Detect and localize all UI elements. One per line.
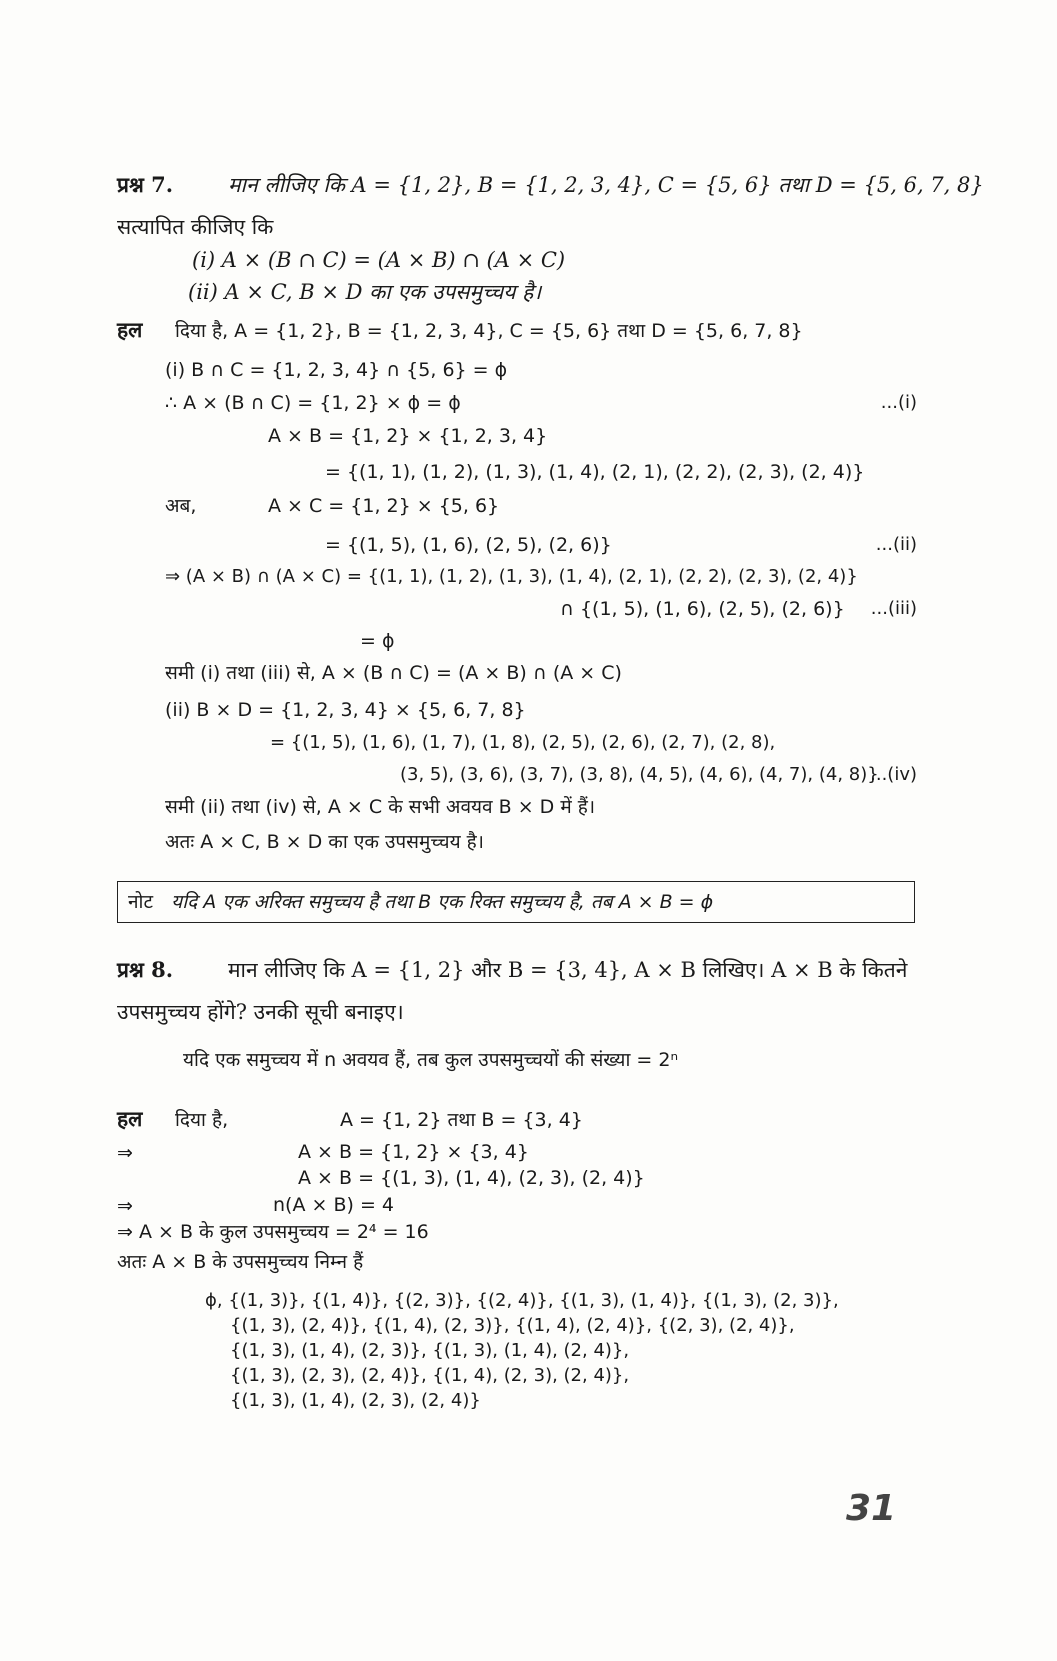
sol8-label: हल <box>117 1106 143 1131</box>
sol7-label: हल <box>117 317 143 342</box>
sol8-line: A × B = {1, 2} × {3, 4} <box>298 1141 529 1163</box>
sol7-line: ⇒ (A × B) ∩ (A × C) = {(1, 1), (1, 2), (1, 3), (1, 4), (2, 1), (2, 2), (2, 3), (2, 4)} <box>165 566 858 587</box>
note-content <box>128 889 713 915</box>
sol8-line: n(A × B) = 4 <box>273 1194 394 1216</box>
q8-label: प्रश्न 8. <box>117 957 174 982</box>
sol8-given: A = {1, 2} तथा B = {3, 4} <box>340 1109 583 1131</box>
page-number: 31 <box>846 1488 897 1529</box>
sol7-line: (ii) B × D = {1, 2, 3, 4} × {5, 6, 7, 8} <box>165 699 526 721</box>
q8-text: मान लीजिए कि A = {1, 2} और B = {3, 4}, A × B लिखिए। A × B के कितने <box>228 958 908 982</box>
q7-text: मान लीजिए कि A = {1, 2}, B = {1, 2, 3, 4}, C = {5, 6} तथा D = {5, 6, 7, 8} <box>228 173 984 197</box>
sol8-line: ⇒ A × B के कुल उपसमुच्चय = 2⁴ = 16 <box>117 1221 429 1243</box>
q7-label: प्रश्न 7. <box>117 172 174 197</box>
sol7-line: = {(1, 5), (1, 6), (1, 7), (1, 8), (2, 5), (2, 6), (2, 7), (2, 8), <box>270 732 776 753</box>
sol8-given-label: दिया है, <box>175 1109 229 1131</box>
sol7-line: समी (ii) तथा (iv) से, A × C के सभी अवयव B × D में हैं। <box>165 796 596 818</box>
q7-part2: (ii) A × C, B × D का एक उपसमुच्चय है। <box>188 280 542 304</box>
implies-icon: ⇒ <box>117 1195 133 1217</box>
sol7-given: दिया है, A = {1, 2}, B = {1, 2, 3, 4}, C = {5, 6} तथा D = {5, 6, 7, 8} <box>175 320 803 342</box>
sol7-line: = {(1, 5), (1, 6), (2, 5), (2, 6)} <box>325 534 612 556</box>
equation-tag: ...(iv) <box>870 764 917 785</box>
note-label: नोट <box>128 891 154 913</box>
q7-line2: सत्यापित कीजिए कि <box>117 215 274 239</box>
subset-line: ϕ, {(1, 3)}, {(1, 4)}, {(2, 3)}, {(2, 4)}, {(1, 3), (1, 4)}, {(1, 3), (2, 3)}, <box>205 1290 839 1311</box>
equation-tag: ...(iii) <box>870 598 917 619</box>
subset-line: {(1, 3), (1, 4), (2, 3), (2, 4)} <box>230 1390 481 1411</box>
sol7-line: = ϕ <box>360 630 395 652</box>
subset-line: {(1, 3), (2, 3), (2, 4)}, {(1, 4), (2, 3), (2, 4)}, <box>230 1365 630 1386</box>
sol7-line: ∩ {(1, 5), (1, 6), (2, 5), (2, 6)} <box>560 598 845 620</box>
sol8-line: A × B = {(1, 3), (1, 4), (2, 3), (2, 4)} <box>298 1167 645 1189</box>
q8-hint: यदि एक समुच्चय में n अवयव हैं, तब कुल उपसमुच्चयों की संख्या = 2ⁿ <box>183 1049 679 1071</box>
implies-icon: ⇒ <box>117 1142 133 1164</box>
sol7-line: A × B = {1, 2} × {1, 2, 3, 4} <box>268 425 548 447</box>
sol8-line: अतः A × B के उपसमुच्चय निम्न हैं <box>117 1251 364 1273</box>
sol7-line: समी (i) तथा (iii) से, A × (B ∩ C) = (A × B) ∩ (A × C) <box>165 662 622 684</box>
sol7-line: (3, 5), (3, 6), (3, 7), (3, 8), (4, 5), (4, 6), (4, 7), (4, 8)} <box>400 764 879 785</box>
subset-line: {(1, 3), (1, 4), (2, 3)}, {(1, 3), (1, 4), (2, 4)}, <box>230 1340 630 1361</box>
subset-line: {(1, 3), (2, 4)}, {(1, 4), (2, 3)}, {(1, 4), (2, 4)}, {(2, 3), (2, 4)}, <box>230 1315 795 1336</box>
sol7-line: A × C = {1, 2} × {5, 6} <box>268 495 500 517</box>
equation-tag: ...(ii) <box>875 534 917 555</box>
note-box <box>117 881 915 923</box>
note-text: यदि A एक अरिक्त समुच्चय है तथा B एक रिक्त समुच्चय है, तब A × B = ϕ <box>171 891 714 913</box>
equation-tag: ...(i) <box>880 392 917 413</box>
sol7-line: (i) B ∩ C = {1, 2, 3, 4} ∩ {5, 6} = ϕ <box>165 359 508 381</box>
q7-part1: (i) A × (B ∩ C) = (A × B) ∩ (A × C) <box>192 248 566 272</box>
sol7-line: ∴ A × (B ∩ C) = {1, 2} × ϕ = ϕ <box>165 392 461 414</box>
sol7-line: = {(1, 1), (1, 2), (1, 3), (1, 4), (2, 1), (2, 2), (2, 3), (2, 4)} <box>325 461 865 483</box>
sol7-line: अतः A × C, B × D का एक उपसमुच्चय है। <box>165 831 484 853</box>
q8-line2: उपसमुच्चय होंगे? उनकी सूची बनाइए। <box>117 1000 404 1024</box>
sol7-line: अब, <box>165 495 197 517</box>
